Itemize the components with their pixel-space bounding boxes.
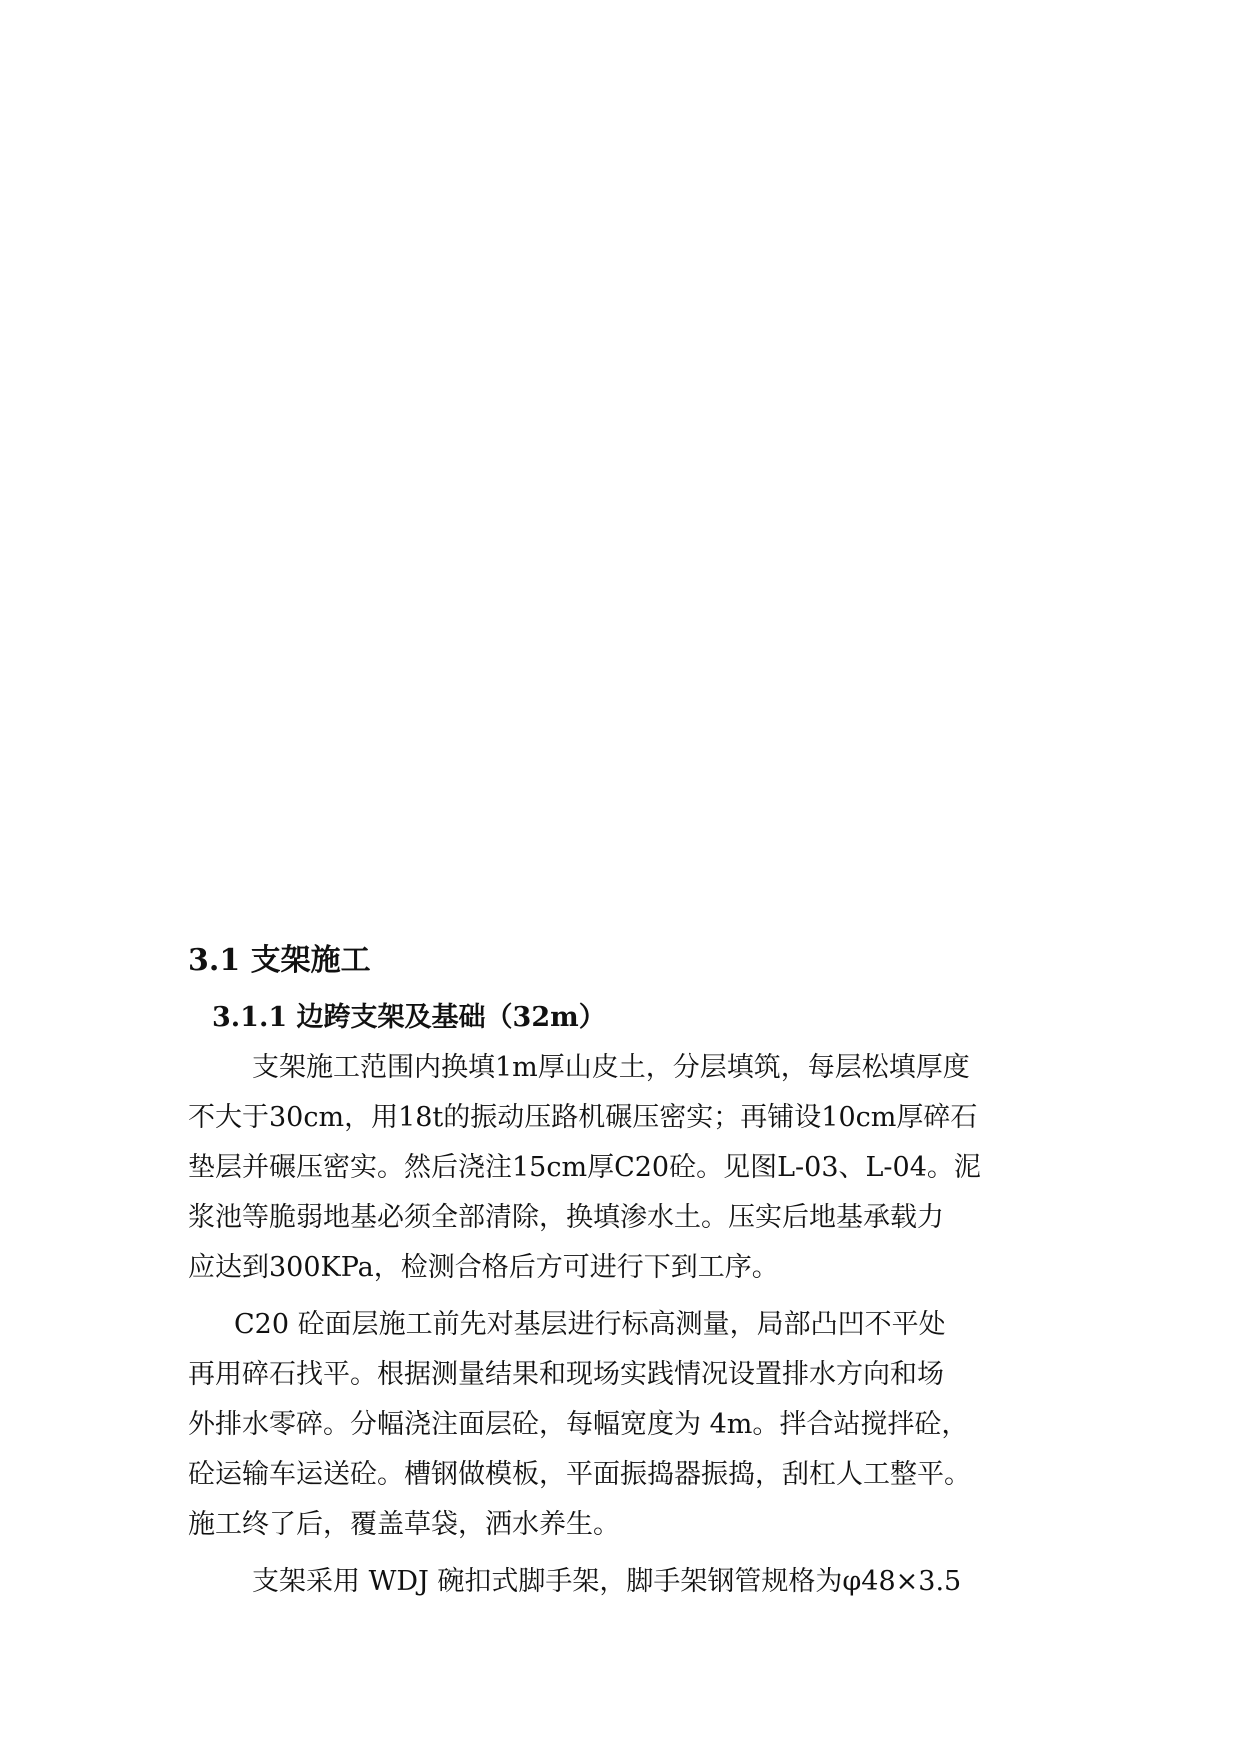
paragraph-2-line-2: 再用碎石找平。根据测量结果和现场实践情况设置排水方向和场 xyxy=(188,1359,944,1390)
paragraph-3-line-1: 支架采用 WDJ 碗扣式脚手架，脚手架钢管规格为φ48×3.5 xyxy=(252,1566,962,1597)
paragraph-2-line-1: C20 砼面层施工前先对基层进行标高测量，局部凸凹不平处 xyxy=(234,1309,946,1340)
paragraph-1-line-5: 应达到300KPa，检测合格后方可进行下到工序。 xyxy=(188,1252,779,1283)
paragraph-1-line-1: 支架施工范围内换填1m厚山皮土，分层填筑，每层松填厚度 xyxy=(252,1052,970,1083)
paragraph-2-line-5: 施工终了后，覆盖草袋，洒水养生。 xyxy=(188,1509,620,1540)
paragraph-2-line-3: 外排水零碎。分幅浇注面层砼，每幅宽度为 4m。拌合站搅拌砼， xyxy=(188,1409,969,1440)
paragraph-1-line-3: 垫层并碾压密实。然后浇注15cm厚C20砼。见图L-03、L-04。泥 xyxy=(188,1152,981,1183)
paragraph-1-line-4: 浆池等脆弱地基必须全部清除，换填渗水土。压实后地基承载力 xyxy=(188,1202,944,1233)
section-heading: 3.1 支架施工 xyxy=(188,943,371,978)
paragraph-2-line-4: 砼运输车运送砼。槽钢做模板，平面振捣器振捣，刮杠人工整平。 xyxy=(188,1459,971,1490)
paragraph-1-line-2: 不大于30cm，用18t的振动压路机碾压密实；再铺设10cm厚碎石 xyxy=(188,1102,978,1133)
subsection-heading: 3.1.1 边跨支架及基础（32m） xyxy=(212,1002,606,1033)
